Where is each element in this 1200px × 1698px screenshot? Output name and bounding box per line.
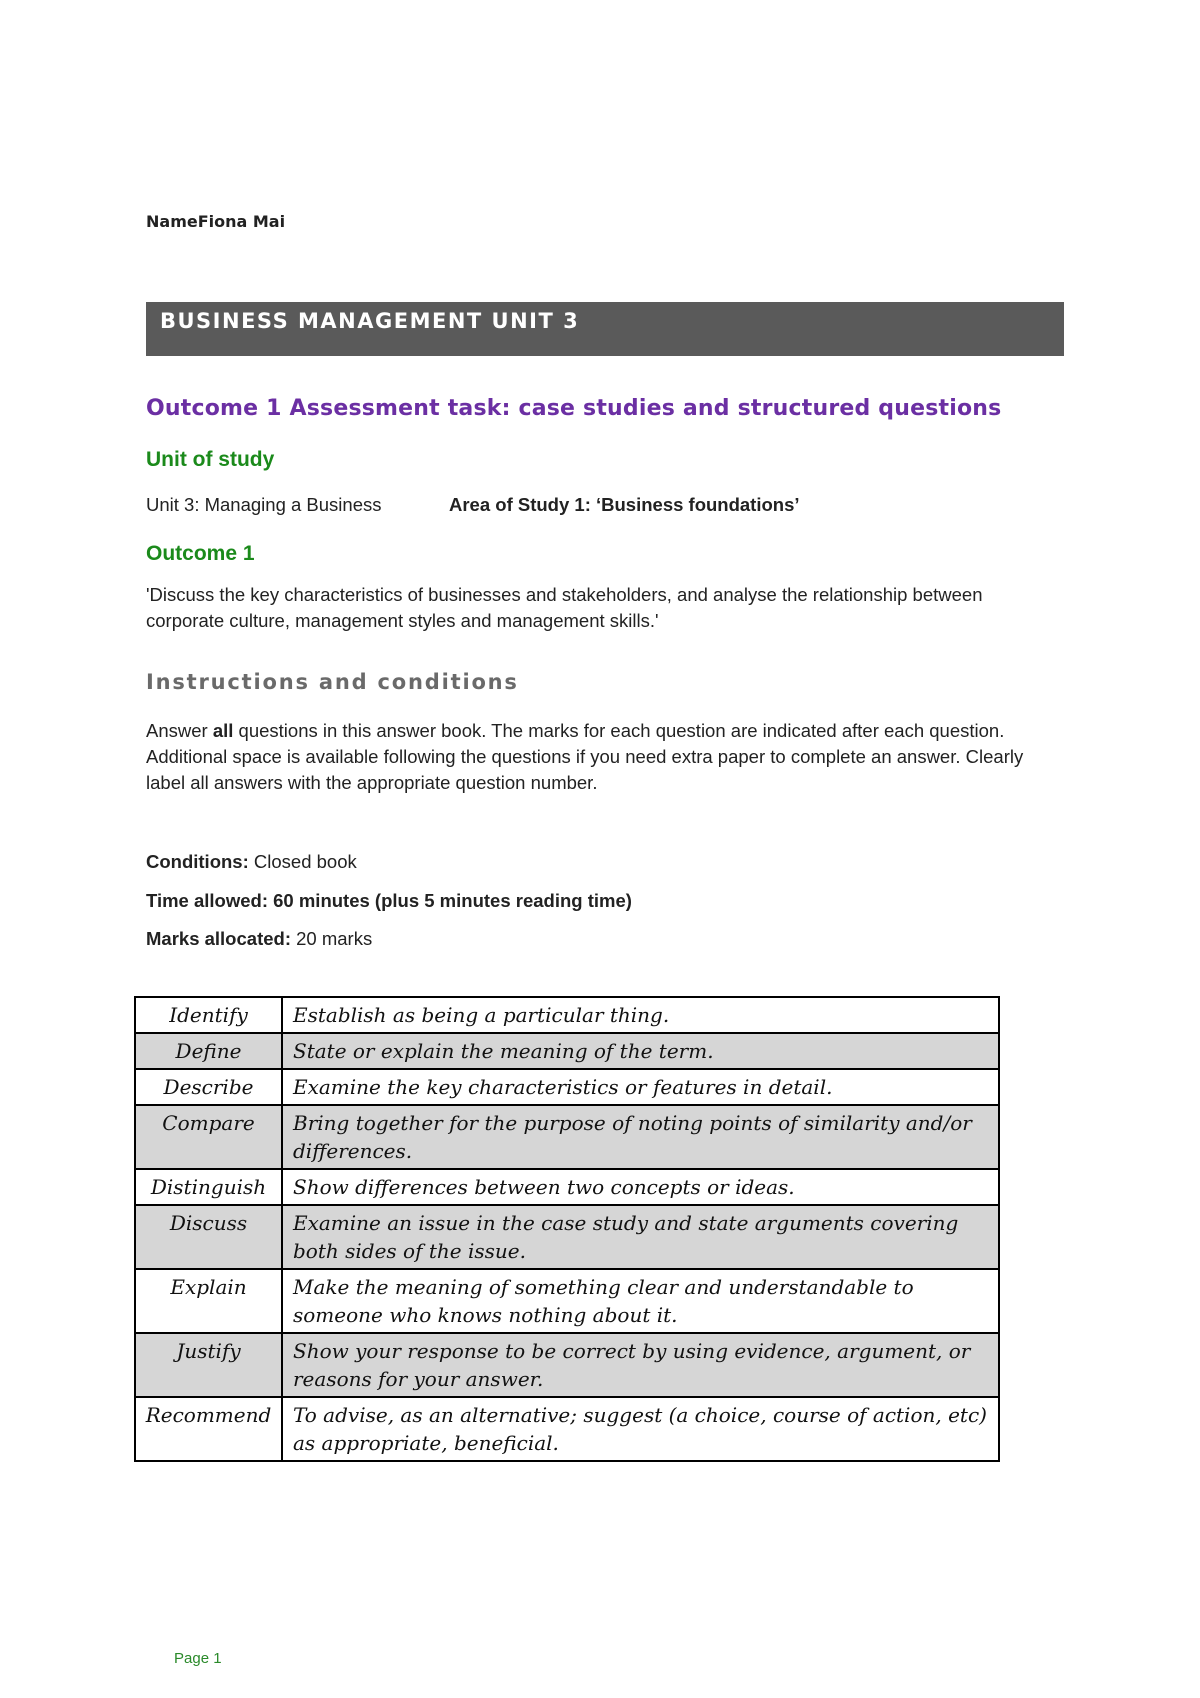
glossary-table [134, 996, 1000, 1462]
marks-label: Marks allocated: [146, 928, 291, 949]
instructions-heading: Instructions and conditions [146, 670, 519, 694]
marks-value: 20 marks [290, 928, 373, 949]
glossary-term: Define [135, 1033, 282, 1069]
glossary-row [135, 1269, 999, 1333]
glossary-definition: Bring together for the purpose of noting points of similarity and/or differences. [282, 1105, 999, 1169]
outcome-heading: Outcome 1 [146, 542, 255, 565]
instructions-prefix: Answer [146, 720, 213, 741]
glossary-row [135, 1333, 999, 1397]
glossary-definition: Show differences between two concepts or ideas. [282, 1169, 999, 1205]
name-label: Name [146, 212, 198, 231]
instructions-emphasis: all [212, 720, 234, 741]
glossary-row [135, 1105, 999, 1169]
glossary-definition: State or explain the meaning of the term. [282, 1033, 999, 1069]
glossary-definition: Examine an issue in the case study and state arguments covering both sides of the issue. [282, 1205, 999, 1269]
glossary-row [135, 1069, 999, 1105]
marks-allocated-line [146, 926, 372, 952]
conditions-label: Conditions: [146, 851, 249, 872]
glossary-term: Identify [135, 997, 282, 1033]
glossary-term: Describe [135, 1069, 282, 1105]
glossary-definition: To advise, as an alternative; suggest (a choice, course of action, etc) as appropriate, beneficial. [282, 1397, 999, 1461]
glossary-term: Distinguish [135, 1169, 282, 1205]
glossary-definition: Show your response to be correct by using evidence, argument, or reasons for your answer. [282, 1333, 999, 1397]
glossary-definition: Examine the key characteristics or features in detail. [282, 1069, 999, 1105]
page-number: Page 1 [174, 1650, 222, 1667]
glossary-term: Justify [135, 1333, 282, 1397]
student-name-line [146, 212, 285, 231]
time-allowed: Time allowed: 60 minutes (plus 5 minutes reading time) [146, 890, 632, 911]
glossary-term: Recommend [135, 1397, 282, 1461]
student-name: Fiona Mai [197, 212, 286, 231]
glossary-definition: Make the meaning of something clear and understandable to someone who knows nothing about it. [282, 1269, 999, 1333]
conditions-value: Closed book [248, 851, 357, 872]
glossary-row [135, 997, 999, 1033]
unit-of-study-heading: Unit of study [146, 448, 275, 471]
unit-line [146, 492, 800, 518]
glossary-term: Discuss [135, 1205, 282, 1269]
area-of-study: Area of Study 1: ‘Business foundations’ [449, 494, 800, 515]
glossary-definition: Establish as being a particular thing. [282, 997, 999, 1033]
glossary-row [135, 1397, 999, 1461]
instructions-rest: questions in this answer book. The marks for each question are indicated after each question. Additional space is available following the questions if you need extra paper to complete an answer. Clearly label all answers with the appropriate question number. [146, 720, 1024, 793]
unit-banner: BUSINESS MANAGEMENT UNIT 3 [146, 302, 1064, 356]
conditions-line [146, 849, 357, 875]
instructions-text [146, 718, 1066, 796]
outcome-statement: 'Discuss the key characteristics of businesses and stakeholders, and analyse the relationship between corporate culture, management styles and management skills.' [146, 584, 983, 631]
glossary-term: Compare [135, 1105, 282, 1169]
glossary-row [135, 1169, 999, 1205]
glossary-row [135, 1205, 999, 1269]
glossary-row [135, 1033, 999, 1069]
unit-name: Unit 3: Managing a Business [146, 494, 382, 515]
assessment-title: Outcome 1 Assessment task: case studies and structured questions [146, 396, 1002, 421]
glossary-term: Explain [135, 1269, 282, 1333]
